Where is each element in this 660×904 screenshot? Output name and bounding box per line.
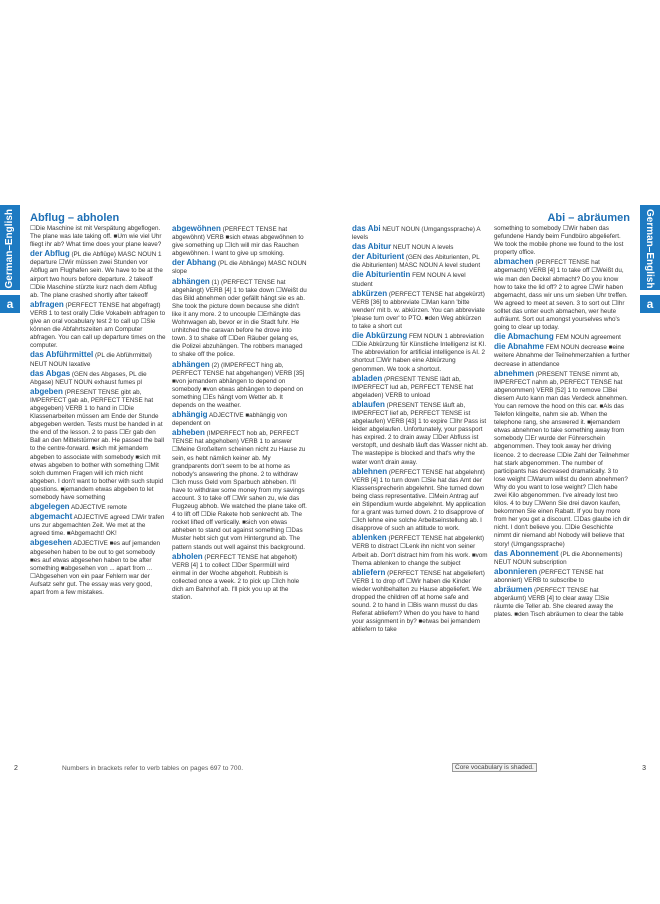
dictionary-entry <box>352 243 488 252</box>
dictionary-entry <box>352 290 488 331</box>
entry-text: (PERFECT TENSE hat abgeliefert) VERB 1 to drop off ☐Wir haben die Kinder wieder wohlbehalten zu Hause abgeliefert. We dropped the children off at home safe and sound. 2 to hand in ☐Bis wann musst du das Referat abliefern? When do you have to hand your assignment in by? ■etwas bei jemandem abliefern to take <box>352 569 485 634</box>
entry-text: (PRESENT TENSE läuft ab, IMPERFECT lief ab, PERFECT TENSE ist abgelaufen) VERB [43] 1 to expire ☐Ihr Pass ist leider abgelaufen. Unfortunately, your passport has expired. 2 to drain away ☐Der Abfluss ist verstopft, und deshalb läuft das Wasser nicht ab. The wastepipe is blocked and that's why the water won't drain away. <box>352 401 488 466</box>
headword: abgeben <box>30 386 63 396</box>
entry-text: NEUT NOUN A levels <box>393 244 454 252</box>
dictionary-entry <box>172 429 308 551</box>
dictionary-entry <box>30 539 166 597</box>
headword: das Abführmittel <box>30 350 94 360</box>
headword: abladen <box>352 373 383 383</box>
entry-text: (PL die Abonnements) NEUT NOUN subscription <box>494 550 623 566</box>
headword: das Abi <box>352 224 381 233</box>
entry-text: (PERFECT TENSE hat abgekürzt) VERB [36] to abbreviate ☐Man kann 'bitte wenden' mit b. w. abkürzen. You can abbreviate 'please turn over' to PTO. ■den Weg abkürzen to take a short cut <box>352 290 485 331</box>
dictionary-entry <box>30 351 166 368</box>
headword: abmachen <box>494 257 534 267</box>
headword: abheben <box>172 428 205 438</box>
headword: abliefern <box>352 567 386 577</box>
dictionary-entry <box>172 259 308 276</box>
entry-text: (PRESENT TENSE nimmt ab, IMPERFECT nahm ab, PERFECT TENSE hat abgenommen) VERB [52] 1 to remove ☐Bei diesem Auto kann man das Verdeck abnehmen. You can remove the hood on this car. ■Als das Telefon klingelte, nahm sie ab. When the telephone rang, she answered it. ■jemandem etwas abnehmen to take something away from somebody ☐Er wurde der Führerschein abgenommen. They took away her driving licence. 2 to decrease ☐Die Zahl der Teilnehmer hat stark abgenommen. The number of participants has decreased dramatically. 3 to lose weight ☐Warum willst du denn abnehmen? Why do you want to lose weight? ☐Ich habe zwei Kilo abgenommen. I've already lost two kilos. 4 to buy ☐Wenn Sie drei davon kaufen, bekommen Sie einen Rabatt. If you buy more from her you get a discount. ☐Das glaube ich dir nicht. I don't believe you. ☐Die Geschichte nimmt dir niemand ab! Nobody will believe that story! (Umgangssprache) <box>494 370 630 548</box>
headword: abhängen <box>172 359 210 369</box>
headword: die Abnahme <box>494 342 544 352</box>
entry-text: (PL die Abflüge) MASC NOUN 1 departure ☐Wir müssen zwei Stunden vor Abflug am Flughafen sein. We have to be at the airport two hours before departure. 2 takeoff ☐Die Maschine stürzte kurz nach dem Abflug ab. The plane crashed shortly after takeoff <box>30 251 163 299</box>
dictionary-entry <box>494 370 630 549</box>
dictionary-entry <box>172 278 308 360</box>
dictionary-entry <box>494 225 630 257</box>
headword: abgesehen <box>30 538 72 548</box>
dictionary-entry <box>494 550 630 567</box>
entry-text: (PERFECT TENSE hat abgeholt) VERB [4] 1 to collect ☐Der Sperrmüll wird einmal in der Woche abgeholt. Rubbish is collected once a week. 2 to pick up ☐Ich hole dich am Bahnhof ab. I'll pick you up at the station. <box>172 553 300 602</box>
dictionary-column-3 <box>352 225 488 636</box>
headword: abhängen <box>172 276 210 286</box>
headword: der Abiturient <box>352 252 405 262</box>
entry-text: (PERFECT TENSE hat abgelenkt) VERB to distract ☐Lenk ihn nicht von seiner Arbeit ab. Don't distract him from his work. ■vom Thema ablenken to change the subject <box>352 535 488 567</box>
dictionary-entry <box>494 568 630 585</box>
entry-text: (2) (IMPERFECT hing ab, PERFECT TENSE hat abgehangen) VERB [35] ■von jemandem abhängen to depend on somebody ■von etwas abhängen to depend on something ☐Es hängt vom Wetter ab. It depends on the weather. <box>172 361 305 409</box>
headword: abgelegen <box>30 502 70 512</box>
entry-text: (1) (PERFECT TENSE hat abgehängt) VERB [4] 1 to take down ☐Weißt du das Bild abnehmen oder gefällt hängt sie es ab. She took the picture down because she didn't like it any more. 2 to uncouple ☐Erhängte das Wohnwagen ab, bevor er in die Stadt fuhr. He unhitched the caravan before he drove into town. 3 to shake off ☐Den Räuber gelang es, die Polizei abzuhängen. The robbers managed to shake off the police. <box>172 278 307 359</box>
entry-text: (PERFECT TENSE hat abgelehnt) VERB [4] 1 to turn down ☐Sie hat das Amt der Klassensprecherin abgelehnt. She turned down being class representative. ☐Mein Antrag auf ein Stipendium wurde abgelehnt. My application for a grant was turned down. 2 to disapprove of ☐Ich lehne eine solche Arbeitseinstellung ab. I disapprove of such an attitude to work. <box>352 468 486 533</box>
language-tab-left <box>0 205 20 290</box>
entry-text: (PERFECT TENSE hat abgemacht) VERB [4] 1 to take off ☐Weißt du, wie man den Deckel abmacht? Do you know how to take the lid off? 2 to agree ☐Wir haben abgemacht, dass wir uns um sieben Uhr treffen. We agreed to meet at seven. 3 to sort out ☐Ihr solltet das unter euch abmachen, wer heute aufräumt. Sort out amongst yourselves who's going to clear up today. <box>494 259 628 332</box>
dictionary-entry <box>30 250 166 300</box>
dictionary-entry <box>352 253 488 270</box>
dictionary-entry <box>172 361 308 411</box>
headword: ablenken <box>352 533 387 543</box>
entry-text: (PERFECT TENSE hat abgeräumt) VERB [4] to clear away ☐Sie räumte die Teller ab. She cleared away the plates. ■den Tisch abräumen to clear the table <box>494 587 624 619</box>
entry-text: ADJECTIVE remote <box>70 504 127 512</box>
dictionary-entry <box>172 553 308 603</box>
entry-text: FEM NOUN A level student <box>352 272 466 288</box>
headword: die Abmachung <box>494 332 554 342</box>
letter-tab-right: a <box>640 295 660 313</box>
headword: das Abonnement <box>494 548 559 558</box>
dictionary-entry <box>494 586 630 619</box>
core-vocabulary-note: Core vocabulary is shaded. <box>452 763 537 772</box>
entry-text: (PERFECT TENSE hat abgewöhnt) VERB ■sich etwas abgewöhnen to give something up ☐Ich will mir das Rauchen abgewöhnen. I want to give up smoking. <box>172 226 304 258</box>
dictionary-entry <box>352 332 488 373</box>
entry-text: (GEN des Abiturienten, PL die Abiturienten) MASC NOUN A level student <box>352 254 481 270</box>
headword: die Abkürzung <box>352 331 408 341</box>
dictionary-entry <box>30 513 166 538</box>
headword: der Abhang <box>172 258 217 268</box>
headword: der Abflug <box>30 249 70 259</box>
entry-text: (PL die Abführmittel) NEUT NOUN laxative <box>30 352 152 368</box>
page-number-left: 2 <box>14 765 18 772</box>
headword: das Abgas <box>30 368 71 378</box>
dictionary-entry <box>352 271 488 288</box>
headword: abgemacht <box>30 512 73 522</box>
verb-table-note: Numbers in brackets refer to verb tables on pages 697 to 700. <box>62 765 244 772</box>
headword: das Abitur <box>352 242 392 252</box>
dictionary-entry <box>30 388 166 502</box>
headword: abfragen <box>30 299 64 309</box>
language-tab-label: German–English <box>644 209 655 289</box>
dictionary-entry <box>30 370 166 387</box>
dictionary-entry <box>352 375 488 400</box>
entry-text: (IMPERFECT hob ab, PERFECT TENSE hat abgehoben) VERB 1 to answer ☐Meine Großeltern scheinen nicht zu Hause zu sein, es hebt nämlich keiner ab. My grandparents don't seem to be at home as nobody's answering the phone. 2 to withdraw ☐Ich muss Geld vom Sparbuch abheben. I'll have to withdraw some money from my savings account. 3 to take off ☐Wir sahen zu, wie das Flugzeug abhob. We watched the plane take off. 4 to lift off ☐Die Rakete hob senkrecht ab. The rocket lifted off vertically. ■sich von etwas abheben to stand out against something ☐Das Muster hebt sich gut vom Hintergrund ab. The pattern stands out well against this background. <box>172 430 307 551</box>
dictionary-entry <box>494 343 630 368</box>
entry-text: something to somebody ☐Wir haben das gefundene Handy beim Fundbüro abgeliefert. We took the mobile phone we found to the lost property office. <box>494 225 624 257</box>
entry-text: (PERFECT TENSE hat abonniert) VERB to subscribe to <box>494 568 604 584</box>
headword: abkürzen <box>352 288 388 298</box>
entry-text: (PRESENT TENSE gibt ab, IMPERFECT gab ab, PERFECT TENSE hat abgegeben) VERB 1 to hand in ☐Die Klassenarbeiten müssen am Ende der Stunde abgegeben werden. Tests must be handed in at the end of the lesson. 2 to pass ☐Er gab den Ball an den Mittelstürmer ab. He passed the ball to the centre-forward. ■sich mit jemandem abgeben to associate with somebody ■sich mit etwas abgeben to bother with something ☐Mit solch dummen Fragen will ich mich nicht abgeben. I don't want to bother with such stupid questions. ■jemandem etwas abgeben to let somebody have something <box>30 388 165 501</box>
dictionary-entry <box>494 333 630 342</box>
entry-text: ADJECTIVE ■abhängig von dependent on <box>172 412 287 428</box>
dictionary-column-4 <box>494 225 630 620</box>
entry-text: NEUT NOUN (Umgangssprache) A levels <box>352 226 481 242</box>
page-number-right: 3 <box>642 765 646 772</box>
headword: abholen <box>172 551 203 561</box>
dictionary-entry <box>30 225 166 249</box>
dictionary-entry <box>30 301 166 351</box>
headword: die Abiturientin <box>352 270 411 280</box>
dictionary-column-2 <box>172 225 308 603</box>
dictionary-entry <box>352 225 488 242</box>
entry-text: ADJECTIVE agreed ☐Wir trafen uns zur abgemachten Zeit. We met at the agreed time. ■Abgemacht! OK! <box>30 514 165 538</box>
running-header-left: Abflug – abholen <box>30 212 120 224</box>
dictionary-entry <box>352 569 488 635</box>
entry-text: FEM NOUN 1 abbreviation ☐Die Abkürzung für Künstliche Intelligenz ist KI. The abbreviation for artificial intelligence is AI. 2 shortcut ☐Wir haben eine Abkürzung genommen. We took a shortcut. <box>352 333 487 373</box>
entry-text: (GEN des Abgases, PL die Abgase) NEUT NOUN exhaust fumes pl <box>30 370 147 386</box>
headword: abnehmen <box>494 368 535 378</box>
language-tab-right <box>640 205 660 290</box>
headword: abonnieren <box>494 566 538 576</box>
dictionary-entry <box>30 503 166 512</box>
entry-text: ☐Die Maschine ist mit Verspätung abgeflogen. The plane was late taking off. ■Um wie viel Uhr fliegt ihr ab? What time does your plane leave? <box>30 225 162 249</box>
entry-text: (PRESENT TENSE lädt ab, IMPERFECT lud ab, PERFECT TENSE hat abgeladen) VERB to unload <box>352 375 474 399</box>
entry-text: (PERFECT TENSE hat abgefragt) VERB 1 to test orally ☐die Vokabeln abfragen to give an oral vocabulary test 2 to call up ☐Sie können die Abfahrtszeiten am Computer abfragen. You can call up departure times on the computer. <box>30 301 166 350</box>
dictionary-entry <box>352 468 488 534</box>
headword: abräumen <box>494 585 533 595</box>
entry-text: (PL die Abhänge) MASC NOUN slope <box>172 260 307 276</box>
headword: abhängig <box>172 410 208 420</box>
dictionary-entry <box>172 411 308 428</box>
language-tab-label: German–English <box>4 209 15 289</box>
letter-tab-left: a <box>0 295 20 313</box>
dictionary-entry <box>494 258 630 332</box>
dictionary-column-1 <box>30 225 166 598</box>
entry-text: ADJECTIVE ■es auf jemanden abgesehen haben to be out to get somebody ■es auf etwas abgesehen haben to be after something ■abgesehen von ... apart from ... ☐Abgesehen von ein paar Fehlern war der Aufsatz sehr gut. The essay was very good, apart from a few mistakes. <box>30 540 160 597</box>
running-header-right: Abi – abräumen <box>547 212 630 224</box>
headword: abgewöhnen <box>172 224 221 233</box>
dictionary-entry <box>352 401 488 467</box>
headword: ablaufen <box>352 399 385 409</box>
dictionary-entry <box>352 534 488 567</box>
entry-text: FEM NOUN decrease ■eine weitere Abnahme der Teilnehmerzahlen a further decrease in attendance <box>494 344 630 368</box>
headword: ablehnen <box>352 466 388 476</box>
dictionary-entry <box>172 225 308 258</box>
entry-text: FEM NOUN agreement <box>555 334 621 342</box>
